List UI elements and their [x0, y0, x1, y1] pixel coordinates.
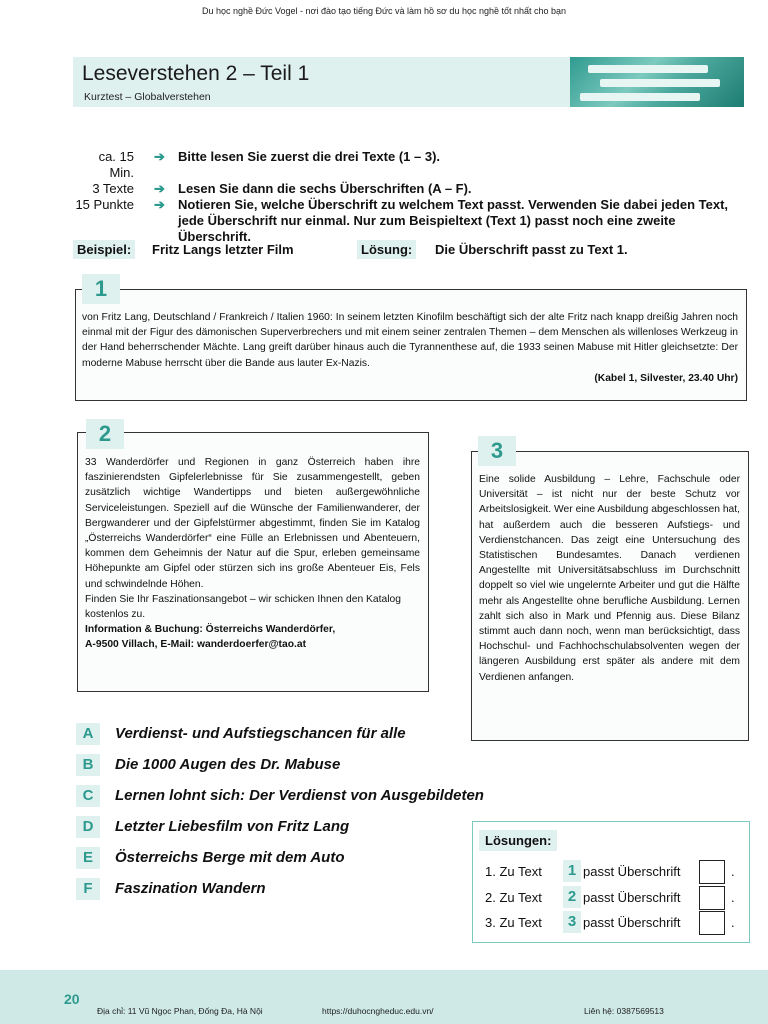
instruction-amount: 15 Punkte: [75, 197, 134, 212]
text-number: 3: [478, 436, 516, 466]
heading-item: [76, 723, 546, 747]
text-3-body: Eine solide Ausbildung – Lehre, Fachschule oder Universität – ist nicht nur der beste Schutz vor Arbeitslosigkeit. Wer eine Ausbildung abgeschlossen hat, hat außerdem auch die besseren Aufstiegs- und Verdienstchancen. Das zeigt eine Untersuchung des Statistischen Bundesamtes. Danach verdienen Angestellte mit Universitätsabschluss im Durchschnitt doppelt so viel wie ungelernte Arbeiter und gut die Hälfte mehr als Angestellte ohne berufliche Ausbildung. Lernen zahlt sich also in Mark und Pfennig aus. Diese Bilanz stimmt auch dann noch, wenn man berücksichtigt, dass Hochschul- und Fachhochschulabsolventen wegen der längeren Ausbildung erst später als andere mit dem Verdienen anfangen.: [479, 474, 740, 683]
text-1-source: (Kabel 1, Silvester, 23.40 Uhr): [594, 372, 738, 384]
footer-contact: Liên hệ: 0387569513: [584, 1006, 664, 1016]
solution-end: .: [731, 890, 735, 905]
heading-item: [76, 754, 546, 778]
answer-box[interactable]: [699, 886, 725, 910]
heading-text: Verdienst- und Aufstiegschancen für alle: [115, 725, 406, 742]
instructions: [72, 149, 752, 245]
footer-address: Địa chỉ: 11 Vũ Ngọc Phan, Đống Đa, Hà Nội: [97, 1006, 263, 1016]
text-2-content: 33 Wanderdörfer und Regionen in ganz Österreich haben ihre faszinierendsten Gipfelerlebnisse für Sie zusammengestellt, geben zusätzlich wichtige Wandertipps und bieten außergewöhnliche Serviceleistungen. Speziell auf die Wünsche der Familienwanderer, der Bergwanderer und der Gipfelstürmer abgestimmt, finden Sie im Katalog „Österreichs Wanderdörfer“ eine Fülle an Erlebnissen und Abenteuern, kommen dem Geheimnis der Natur auf die Spur, erleben gemeinsame Höhepunkte am Gipfel oder stürzen sich ins große Abenteuer Eis, Fels und schwindelnde Höhen.: [85, 457, 420, 590]
arrow-icon: ➔: [154, 181, 165, 196]
solution-end: .: [731, 864, 735, 879]
solution-end: .: [731, 915, 735, 930]
text-number: 1: [82, 274, 120, 304]
arrow-icon: ➔: [154, 149, 165, 164]
solution-suffix: passt Überschrift: [583, 890, 681, 905]
instruction-text: Bitte lesen Sie zuerst die drei Texte (1 – 3).: [178, 149, 441, 164]
footer-website[interactable]: https://duhocngheduc.edu.vn/: [322, 1006, 434, 1016]
heading-text: Letzter Liebesfilm von Fritz Lang: [115, 818, 350, 835]
solution-label: Lösung:: [357, 240, 416, 259]
heading-letter: D: [76, 816, 100, 838]
instruction-amount: ca. 15 Min.: [98, 149, 134, 180]
page-subtitle: Kurztest – Globalverstehen: [84, 91, 211, 103]
instruction-row: [72, 197, 752, 245]
solution-text-number: 2: [563, 886, 581, 908]
solution-row: [485, 911, 745, 935]
heading-item: [76, 785, 546, 809]
text-2-content-2: Finden Sie Ihr Faszinationsangebot – wir schicken Ihnen den Katalog kostenlos zu.: [85, 593, 401, 621]
text-2-body: [85, 455, 420, 653]
arrow-icon: ➔: [154, 197, 165, 212]
example-value: Fritz Langs letzter Film: [152, 242, 294, 257]
heading-text: Die 1000 Augen des Dr. Mabuse: [115, 756, 341, 773]
answer-box[interactable]: [699, 911, 725, 935]
solution-value: Die Überschrift passt zu Text 1.: [435, 242, 628, 257]
solutions-title: Lösungen:: [479, 830, 557, 851]
text-1-content: von Fritz Lang, Deutschland / Frankreich / Italien 1960: In seinem letzten Kinofilm beschäftigt sich der alte Fritz nach knapp dreißig Jahren noch einmal mit der Figur des dämonischen Superverbrechers und mit einem seiner zentralen Themen – dem Menschen als willenloses Werkzeug in der Hand beherrschender Mächte. Lang greift darüber hinaus auch die Tyrannenthese auf, die 1933 seinen Mabuse mit Hitler gleichsetzte: Der moderne Mabuse herrscht über die Bande aus lauter Ex-Nazis.: [82, 312, 738, 369]
solution-suffix: passt Überschrift: [583, 864, 681, 879]
instruction-amount: 3 Texte: [92, 181, 134, 196]
solution-suffix: passt Überschrift: [583, 915, 681, 930]
heading-text: Österreichs Berge mit dem Auto: [115, 849, 345, 866]
instruction-row: [72, 181, 752, 197]
solution-prefix: 1. Zu Text: [485, 864, 542, 879]
heading-text: Lernen lohnt sich: Der Verdienst von Ausgebildeten: [115, 787, 484, 804]
heading-letter: F: [76, 878, 100, 900]
solution-text-number: 1: [563, 860, 581, 882]
page-title: Leseverstehen 2 – Teil 1: [82, 62, 310, 85]
heading-letter: C: [76, 785, 100, 807]
example-row: [73, 240, 753, 260]
solutions-box: [472, 821, 750, 943]
text-2-contact: A-9500 Villach, E-Mail: wanderdoerfer@tao.at: [85, 639, 307, 651]
heading-text: Faszination Wandern: [115, 880, 266, 897]
heading-letter: E: [76, 847, 100, 869]
text-1-body: [82, 310, 738, 386]
top-watermark: Du học nghề Đức Vogel - nơi đào tạo tiếng Đức và làm hồ sơ du học nghề tốt nhất cho bạn: [201, 6, 567, 16]
heading-letter: A: [76, 723, 100, 745]
solution-row: [485, 886, 745, 910]
text-2-contact: Information & Buchung: Österreichs Wanderdörfer,: [85, 624, 336, 636]
solution-prefix: 3. Zu Text: [485, 915, 542, 930]
page-number: 20: [64, 991, 80, 1007]
example-label: Beispiel:: [73, 240, 135, 259]
books-image: [570, 57, 744, 107]
answer-box[interactable]: [699, 860, 725, 884]
text-number: 2: [86, 419, 124, 449]
solution-prefix: 2. Zu Text: [485, 890, 542, 905]
solution-text-number: 3: [563, 911, 581, 933]
heading-letter: B: [76, 754, 100, 776]
instruction-text: Lesen Sie dann die sechs Überschriften (A – F).: [178, 181, 472, 196]
solution-row: [485, 860, 745, 884]
instruction-text: Notieren Sie, welche Überschrift zu welchem Text passt. Verwenden Sie dabei jeden Text, jede Überschrift nur einmal. Nur zum Beispieltext (Text 1) passt noch eine zweite Überschrift.: [178, 197, 729, 244]
instruction-row: [72, 149, 752, 181]
